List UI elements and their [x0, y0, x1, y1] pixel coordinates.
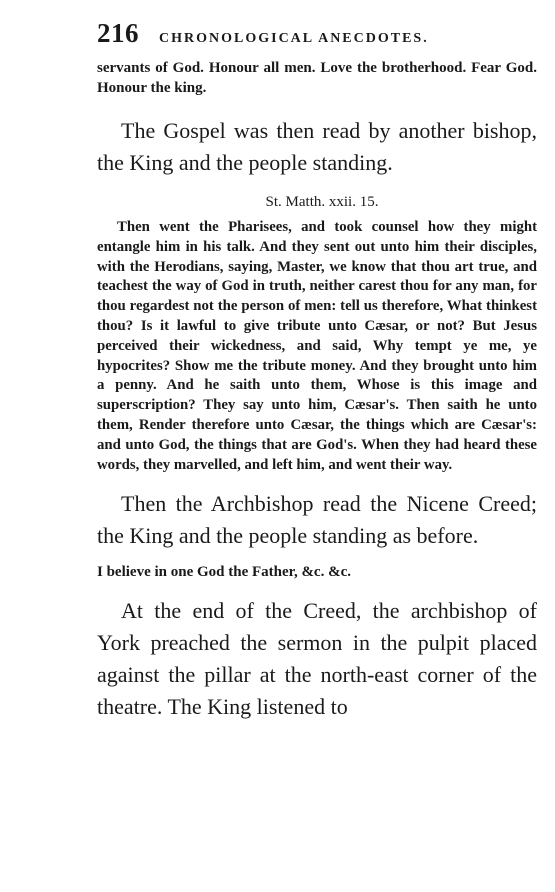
book-page: [97, 18, 537, 723]
creed-intro-paragraph: Then the Archbishop read the Nicene Creed; the King and the people standing as before.: [97, 491, 537, 549]
gospel-text-paragraph: Then went the Pharisees, and took counsel how they might entangle him in his talk. And they sent out unto him their disciples, with the Herodians, saying, Master, we know that thou art true, and teachest the way of God in truth, neither carest thou for any man, for thou regardest not the person of men: tell us therefore, What thinkest thou? Is it lawful to give tribute unto Cæsar, or not? But Jesus perceived their wickedness, and said, Why tempt ye me, ye hypocrites? Show me the tribute money. And they brought unto him a penny. And he saith unto them, Whose is this image and superscription? They say unto him, Cæsar's. Then saith he unto them, Render therefore unto Cæsar, the things which are Cæsar's: and unto God, the things that are God's. When they had heard these words, they marvelled, and left him, and went their way.: [97, 219, 537, 473]
gospel-intro-paragraph: The Gospel was then read by another bishop, the King and the people standing.: [97, 118, 537, 175]
sermon-paragraph: At the end of the Creed, the archbishop of York preached the sermon in the pulpit placed against the pillar at the north-east corner of the theatre. The King listened to: [97, 598, 537, 720]
creed-text: I believe in one God the Father, &c. &c.: [97, 564, 351, 581]
page-number: 216: [97, 18, 139, 48]
gospel-citation: St. Matth. xxii. 15.: [265, 194, 379, 210]
page-header: [97, 18, 537, 54]
epistle-end-paragraph: servants of God. Honour all men. Love the brotherhood. Fear God. Honour the king.: [97, 60, 537, 96]
running-head: CHRONOLOGICAL ANECDOTES.: [159, 31, 429, 46]
